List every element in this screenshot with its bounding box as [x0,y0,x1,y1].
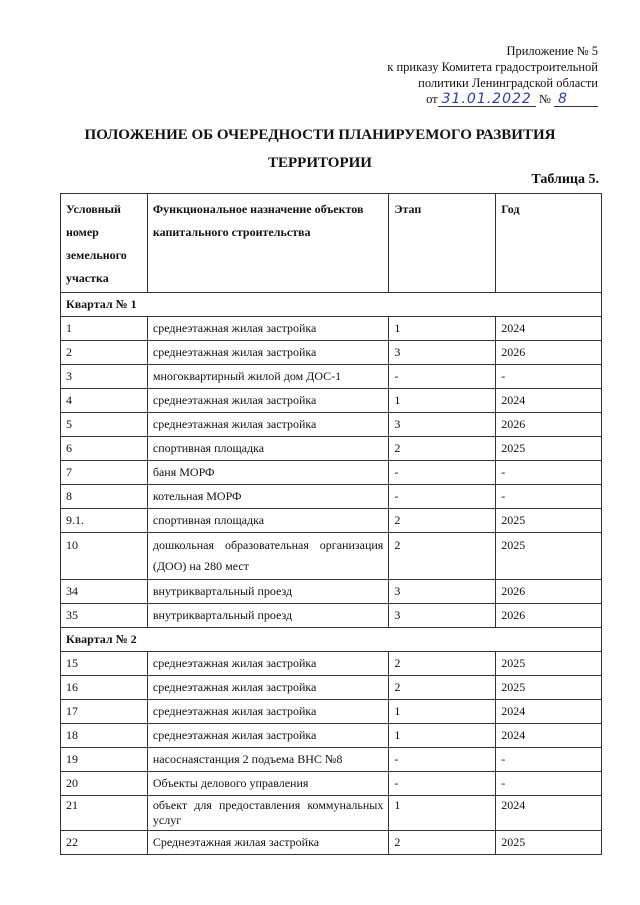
table-row [61,389,602,413]
section-title: Квартал № 2 [61,628,602,652]
section-row [61,628,602,652]
cell-year: 2026 [496,580,602,604]
cell-function: котельная МОРФ [147,485,388,509]
cell-stage: 2 [389,437,496,461]
cell-function: спортивная площадка [147,437,388,461]
cell-number: 7 [61,461,148,485]
appendix-line-3: политики Ленинградской области [418,76,598,90]
cell-number: 1 [61,317,148,341]
order-number: 8 [558,91,568,107]
table-row [61,461,602,485]
title-line-2: ТЕРРИТОРИИ [268,155,372,171]
table-row [61,604,602,628]
cell-number: 16 [61,676,148,700]
cell-function: среднеэтажная жилая застройка [147,676,388,700]
from-label: от [426,92,438,106]
header-plot-number: Условный номер земельного участка [61,194,148,293]
header-function: Функциональное назначение объектов капитального строительства [147,194,388,293]
cell-stage: 3 [389,413,496,437]
cell-year: - [496,365,602,389]
cell-year: 2026 [496,341,602,365]
title-line-1: ПОЛОЖЕНИЕ ОБ ОЧЕРЕДНОСТИ ПЛАНИРУЕМОГО РАЗВИТИЯ [84,127,556,143]
cell-number: 17 [61,700,148,724]
table-row [61,796,602,831]
cell-year: - [496,772,602,796]
cell-year: 2026 [496,604,602,628]
cell-year: 2024 [496,700,602,724]
cell-function: объект для предоставления коммунальных услуг [147,796,388,831]
cell-stage: - [389,365,496,389]
cell-function: Объекты делового управления [147,772,388,796]
cell-year: 2024 [496,317,602,341]
cell-stage: 2 [389,509,496,533]
cell-stage: - [389,772,496,796]
appendix-line-1: Приложение № 5 [506,44,598,58]
cell-function: спортивная площадка [147,509,388,533]
cell-year: - [496,485,602,509]
cell-year: - [496,461,602,485]
table-row [61,317,602,341]
table-row [61,652,602,676]
cell-function: баня МОРФ [147,461,388,485]
cell-stage: 3 [389,341,496,365]
header-stage: Этап [389,194,496,293]
cell-stage: 1 [389,317,496,341]
cell-year: 2025 [496,652,602,676]
cell-number: 21 [61,796,148,831]
document-title [0,121,640,177]
cell-stage: 1 [389,389,496,413]
cell-number: 6 [61,437,148,461]
cell-year: 2025 [496,437,602,461]
table-row [61,580,602,604]
table-row [61,365,602,389]
order-reference [387,91,598,107]
cell-year: 2024 [496,389,602,413]
cell-function: среднеэтажная жилая застройка [147,413,388,437]
number-label: № [538,92,551,106]
cell-stage: 2 [389,533,496,580]
cell-number: 18 [61,724,148,748]
cell-number: 20 [61,772,148,796]
appendix-line-2: к приказу Комитета градостроительной [387,60,598,74]
table-row [61,509,602,533]
cell-stage: 2 [389,676,496,700]
cell-stage: 2 [389,831,496,855]
table-row [61,485,602,509]
cell-function: насоснаястанция 2 подъема ВНС №8 [147,748,388,772]
cell-stage: 1 [389,700,496,724]
cell-function: среднеэтажная жилая застройка [147,317,388,341]
cell-function: среднеэтажная жилая застройка [147,341,388,365]
cell-number: 15 [61,652,148,676]
section-title: Квартал № 1 [61,293,602,317]
cell-year: 2025 [496,533,602,580]
table-caption: Таблица 5. [531,172,599,187]
table-row [61,533,602,580]
cell-year: 2025 [496,676,602,700]
table-row [61,831,602,855]
table-row [61,772,602,796]
table-row [61,724,602,748]
development-schedule-table [60,193,602,855]
header-year: Год [496,194,602,293]
cell-number: 22 [61,831,148,855]
cell-function: среднеэтажная жилая застройка [147,724,388,748]
cell-number: 34 [61,580,148,604]
cell-stage: 2 [389,652,496,676]
cell-number: 19 [61,748,148,772]
table-row [61,700,602,724]
cell-number: 3 [61,365,148,389]
cell-year: - [496,748,602,772]
cell-stage: - [389,485,496,509]
table-row [61,748,602,772]
cell-year: 2026 [496,413,602,437]
cell-stage: - [389,748,496,772]
cell-function: среднеэтажная жилая застройка [147,389,388,413]
table-row [61,413,602,437]
cell-number: 2 [61,341,148,365]
cell-function: Среднеэтажная жилая застройка [147,831,388,855]
cell-stage: - [389,461,496,485]
cell-function: внутриквартальный проезд [147,604,388,628]
cell-year: 2024 [496,724,602,748]
table-row [61,437,602,461]
table-row [61,341,602,365]
cell-year: 2025 [496,509,602,533]
cell-function: среднеэтажная жилая застройка [147,652,388,676]
cell-number: 10 [61,533,148,580]
cell-function: многоквартирный жилой дом ДОС-1 [147,365,388,389]
table-header-row [61,194,602,293]
cell-function: внутриквартальный проезд [147,580,388,604]
cell-number: 4 [61,389,148,413]
cell-function: среднеэтажная жилая застройка [147,700,388,724]
cell-year: 2025 [496,831,602,855]
cell-stage: 3 [389,580,496,604]
cell-stage: 3 [389,604,496,628]
table-row [61,676,602,700]
order-date: 31.01.2022 [441,91,532,107]
cell-number: 5 [61,413,148,437]
cell-number: 35 [61,604,148,628]
cell-number: 8 [61,485,148,509]
cell-stage: 1 [389,724,496,748]
cell-year: 2024 [496,796,602,831]
cell-function: дошкольная образовательная организация (ДОО) на 280 мест [147,533,388,580]
cell-stage: 1 [389,796,496,831]
appendix-header [387,43,598,107]
section-row [61,293,602,317]
cell-number: 9.1. [61,509,148,533]
